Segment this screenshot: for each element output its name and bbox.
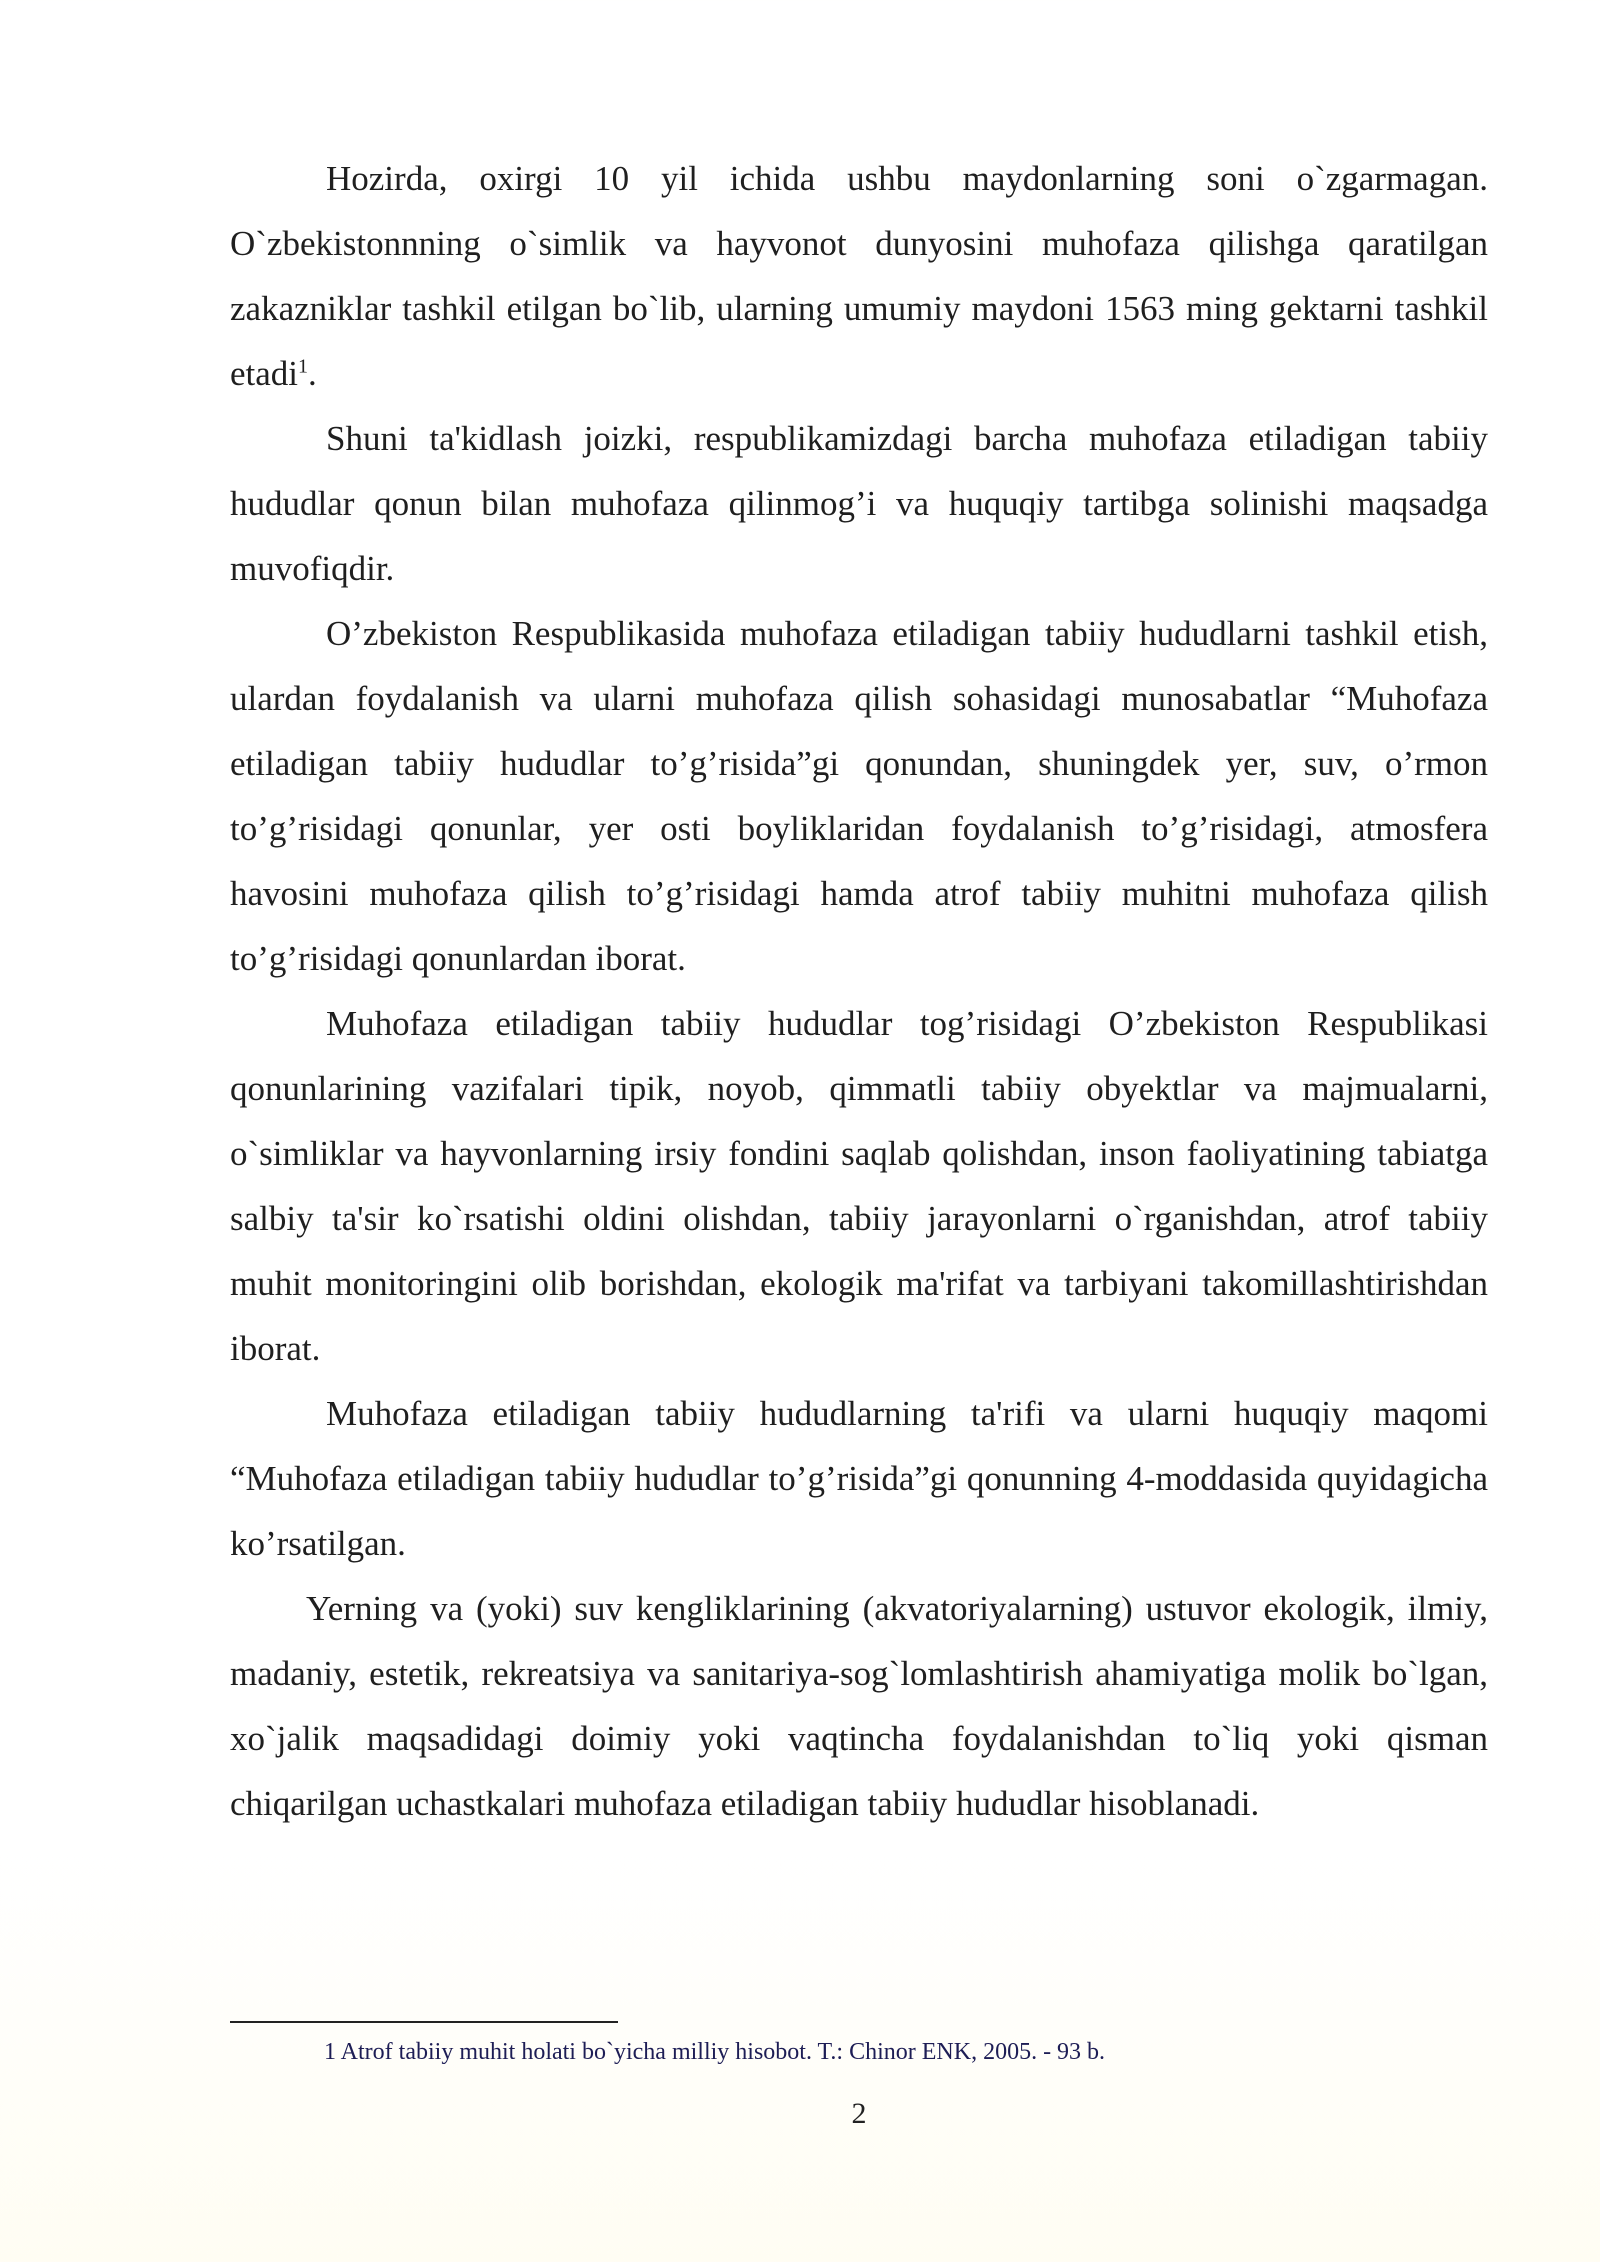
footnote-separator [230,2021,618,2023]
paragraph-3: O’zbekiston Respublikasida muhofaza etiladigan tabiiy hududlarni tashkil etish, ulardan foydalanish va ularni muhofaza qilish sohasidagi munosabatlar “Muhofaza etiladigan tabiiy hududlar to’g’risida”gi qonundan, shuningdek yer, suv, o’rmon to’g’risidagi qonunlar, yer osti boyliklaridan foydalanish to’g’risidagi, atmosfera havosini muhofaza qilish to’g’risidagi hamda atrof tabiiy muhitni muhofaza qilish to’g’risidagi qonunlardan iborat. [230,614,1488,978]
footnote-reference[interactable]: 1 [298,355,309,378]
paragraph-5: Muhofaza etiladigan tabiiy hududlarning ta'rifi va ularni huquqiy maqomi “Muhofaza etiladigan tabiiy hududlar to’g’risida”gi qonunning 4-moddasida quyidagicha ko’rsatilgan. [230,1394,1488,1563]
paragraph-1-tail: . [308,354,317,393]
paragraph-1 [230,146,1488,406]
paragraph-1-text: Hozirda, oxirgi 10 yil ichida ushbu maydonlarning soni o`zgarmagan. O`zbekistonnning o`simlik va hayvonot dunyosini muhofaza qilishga qaratilgan zakazniklar tashkil etilgan bo`lib, ularning umumiy maydoni 1563 ming gektarni tashkil etadi [230,159,1488,393]
paragraph-2: Shuni ta'kidlash joizki, respublikamizdagi barcha muhofaza etiladigan tabiiy hududlar qonun bilan muhofaza qilinmog’i va huquqiy tartibga solinishi maqsadga muvofiqdir. [230,419,1488,588]
page-number: 2 [851,2097,867,2130]
paragraph-4: Muhofaza etiladigan tabiiy hududlar tog’risidagi O’zbekiston Respublikasi qonunlarining vazifalari tipik, noyob, qimmatli tabiiy obyektlar va majmualarni, o`simliklar va hayvonlarning irsiy fondini saqlab qolishdan, inson faoliyatining tabiatga salbiy ta'sir ko`rsatishi oldini olishdan, tabiiy jarayonlarni o`rganishdan, atrof tabiiy muhit monitoringini olib borishdan, ekologik ma'rifat va tarbiyani takomillashtirishdan iborat. [230,1004,1488,1368]
footnote-text: 1 Atrof tabiiy muhit holati bo`yicha milliy hisobot. T.: Chinor ENK, 2005. - 93 b. [324,2039,1106,2065]
body-text [230,146,1488,1836]
paragraph-6: Yerning va (yoki) suv kengliklarining (akvatoriyalarning) ustuvor ekologik, ilmiy, madaniy, estetik, rekreatsiya va sanitariya-sog`lomlashtirish ahamiyatiga molik bo`lgan, xo`jalik maqsadidagi doimiy yoki vaqtincha foydalanishdan to`liq yoki qisman chiqarilgan uchastkalari muhofaza etiladigan tabiiy hududlar hisoblanadi. [230,1589,1488,1823]
